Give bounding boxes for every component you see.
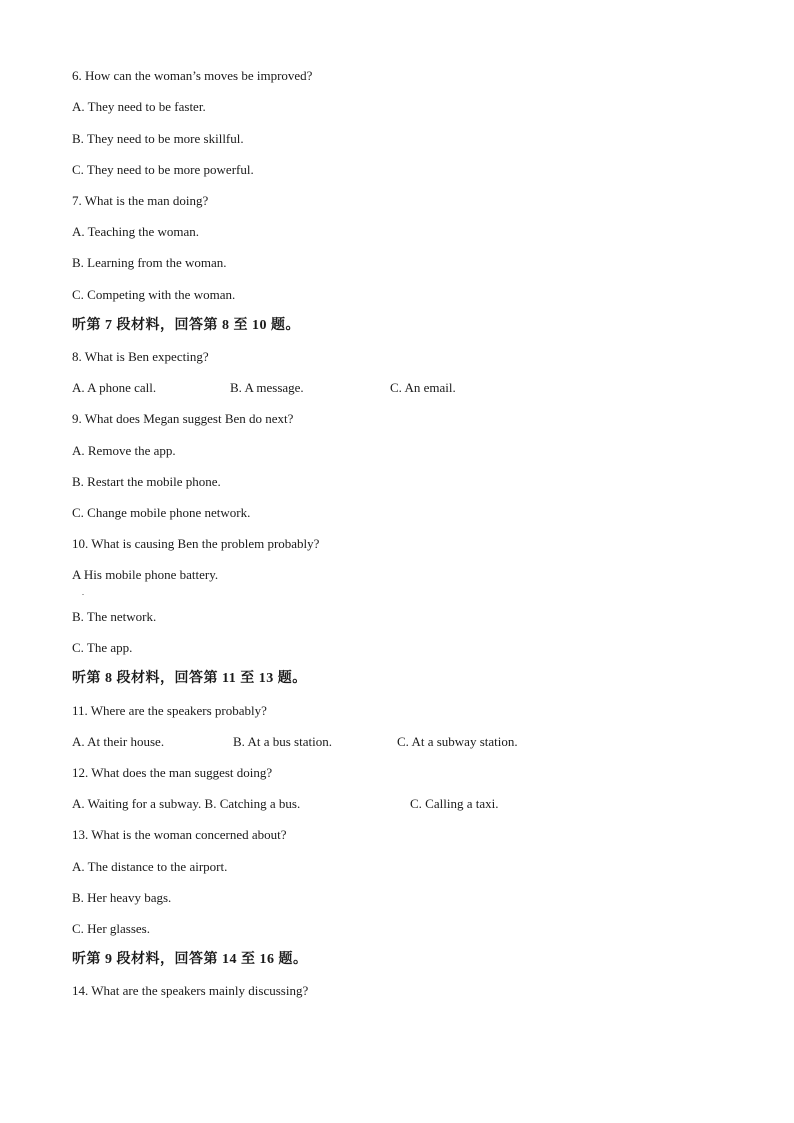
q7-option-c: C. Competing with the woman. <box>72 287 236 302</box>
q7-stem: 7. What is the man doing? <box>72 193 209 208</box>
q7-option-a: A. Teaching the woman. <box>72 224 200 239</box>
q11-option-b: B. At a bus station. <box>233 734 332 749</box>
q9-option-a: A. Remove the app. <box>72 443 176 458</box>
q9-stem: 9. What does Megan suggest Ben do next? <box>72 411 294 426</box>
q13-option-c: C. Her glasses. <box>72 921 150 936</box>
q13-stem: 13. What is the woman concerned about? <box>72 827 287 842</box>
q8-option-a: A. A phone call. <box>72 380 157 395</box>
q10-option-a: A His mobile phone battery. <box>72 567 219 582</box>
q10-stray-mark: . <box>82 588 84 597</box>
section-heading-7: 听第 7 段材料，回答第 8 至 10 题。 <box>72 318 300 333</box>
q11-stem: 11. Where are the speakers probably? <box>72 703 267 718</box>
q9-option-c: C. Change mobile phone network. <box>72 505 251 520</box>
q6-option-c: C. They need to be more powerful. <box>72 162 254 177</box>
q8-option-c: C. An email. <box>390 380 456 395</box>
q8-option-b: B. A message. <box>230 380 304 395</box>
q12-options-ab: A. Waiting for a subway. B. Catching a bus. <box>72 796 301 811</box>
q9-option-b: B. Restart the mobile phone. <box>72 474 221 489</box>
q8-stem: 8. What is Ben expecting? <box>72 349 209 364</box>
q7-option-b: B. Learning from the woman. <box>72 255 227 270</box>
q6-stem: 6. How can the woman’s moves be improved? <box>72 68 313 83</box>
section-heading-9: 听第 9 段材料，回答第 14 至 16 题。 <box>72 952 308 967</box>
q10-option-b: B. The network. <box>72 609 157 624</box>
q12-stem: 12. What does the man suggest doing? <box>72 765 273 780</box>
q10-stem: 10. What is causing Ben the problem probably? <box>72 536 320 551</box>
q10-option-c: C. The app. <box>72 640 133 655</box>
q11-option-a: A. At their house. <box>72 734 165 749</box>
q12-option-c: C. Calling a taxi. <box>410 796 499 811</box>
q6-option-a: A. They need to be faster. <box>72 99 206 114</box>
q14-stem: 14. What are the speakers mainly discussing? <box>72 983 309 998</box>
section-heading-8: 听第 8 段材料，回答第 11 至 13 题。 <box>72 671 307 686</box>
q13-option-b: B. Her heavy bags. <box>72 890 172 905</box>
q11-option-c: C. At a subway station. <box>397 734 518 749</box>
q6-option-b: B. They need to be more skillful. <box>72 131 244 146</box>
q13-option-a: A. The distance to the airport. <box>72 859 228 874</box>
